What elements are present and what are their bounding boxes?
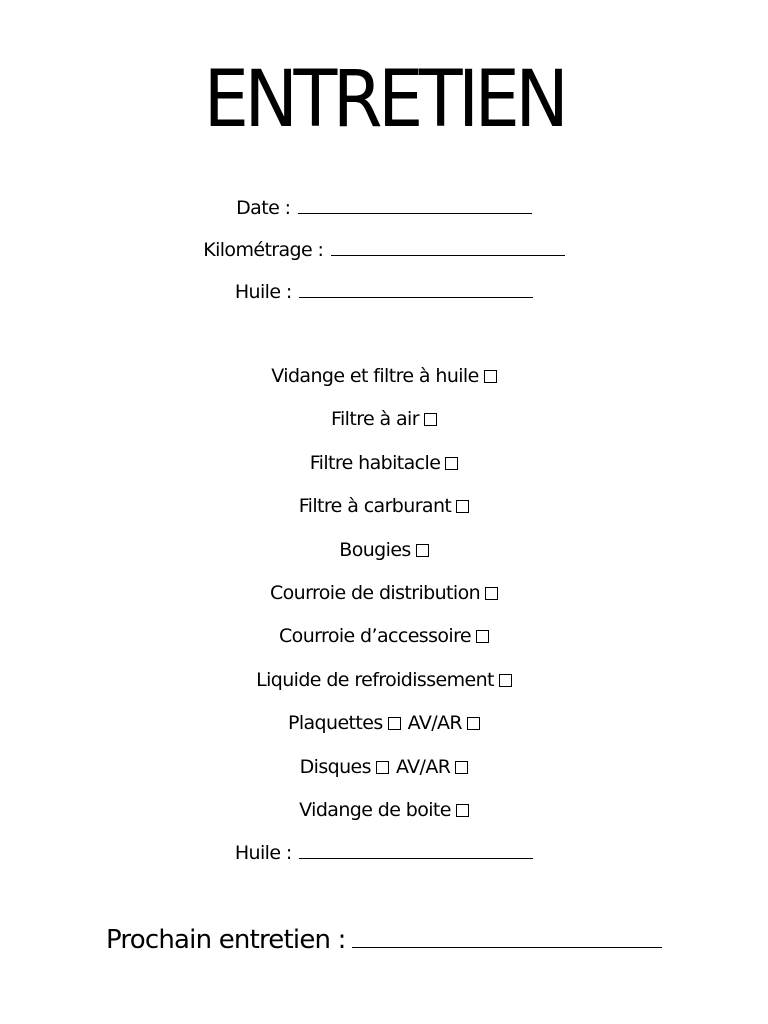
mileage-field [0, 237, 768, 263]
checklist-item-label: Vidange et filtre à huile [271, 365, 479, 387]
checklist-item-label: Liquide de refroidissement [256, 669, 494, 691]
checklist-item-suffix: AV/AR [395, 756, 451, 778]
checklist-item-spark-plugs [0, 537, 768, 563]
empty-checkbox-icon[interactable] [455, 761, 468, 774]
next-service-label: Prochain entretien : [106, 925, 346, 955]
page-title: ENTRETIEN [203, 55, 565, 145]
mileage-label: Kilométrage : [203, 239, 324, 261]
checklist-item-suffix: AV/AR [407, 712, 463, 734]
date-field [0, 195, 768, 221]
empty-checkbox-icon[interactable] [485, 587, 498, 600]
checklist-item-label: Courroie de distribution [269, 582, 481, 604]
checklist-item-air-filter [0, 406, 768, 432]
oil-label: Huile : [234, 281, 292, 303]
oil-input-line[interactable] [299, 280, 533, 298]
checklist-item-accessory-belt [0, 623, 768, 649]
checklist-item-label: Filtre à carburant [298, 495, 452, 517]
checklist-item-brake-pads [0, 710, 768, 736]
checklist-item-cabin-filter [0, 450, 768, 476]
checklist-item-fuel-filter [0, 493, 768, 519]
empty-checkbox-icon[interactable] [484, 370, 497, 383]
empty-checkbox-icon[interactable] [499, 674, 512, 687]
checklist-item-label: Vidange de boite [299, 799, 451, 821]
oil-label: Huile : [234, 842, 292, 864]
empty-checkbox-icon[interactable] [467, 717, 480, 730]
next-service-field [106, 923, 662, 957]
next-service-input-line[interactable] [352, 923, 662, 948]
empty-checkbox-icon[interactable] [476, 630, 489, 643]
oil-field [0, 279, 768, 305]
empty-checkbox-icon[interactable] [424, 413, 437, 426]
checklist-item-label: Filtre habitacle [309, 452, 441, 474]
oil-input-line[interactable] [299, 841, 533, 859]
checklist-item-label: Filtre à air [331, 408, 419, 430]
mileage-input-line[interactable] [331, 238, 565, 256]
empty-checkbox-icon[interactable] [388, 717, 401, 730]
empty-checkbox-icon[interactable] [456, 804, 469, 817]
empty-checkbox-icon[interactable] [416, 544, 429, 557]
empty-checkbox-icon[interactable] [376, 761, 389, 774]
date-label: Date : [236, 197, 291, 219]
empty-checkbox-icon[interactable] [456, 500, 469, 513]
empty-checkbox-icon[interactable] [445, 457, 458, 470]
checklist-item-label: Bougies [339, 539, 411, 561]
checklist-item-brake-discs [0, 754, 768, 780]
footer-oil-field [0, 840, 768, 866]
checklist-item-label: Plaquettes [287, 712, 383, 734]
checklist-item-label: Courroie d’accessoire [279, 625, 471, 647]
checklist-item-label: Disques [299, 756, 371, 778]
checklist-item-timing-belt [0, 580, 768, 606]
date-input-line[interactable] [298, 196, 532, 214]
checklist-item-coolant [0, 667, 768, 693]
checklist-item-oil-change [0, 363, 768, 389]
checklist-item-gearbox-drain [0, 797, 768, 823]
